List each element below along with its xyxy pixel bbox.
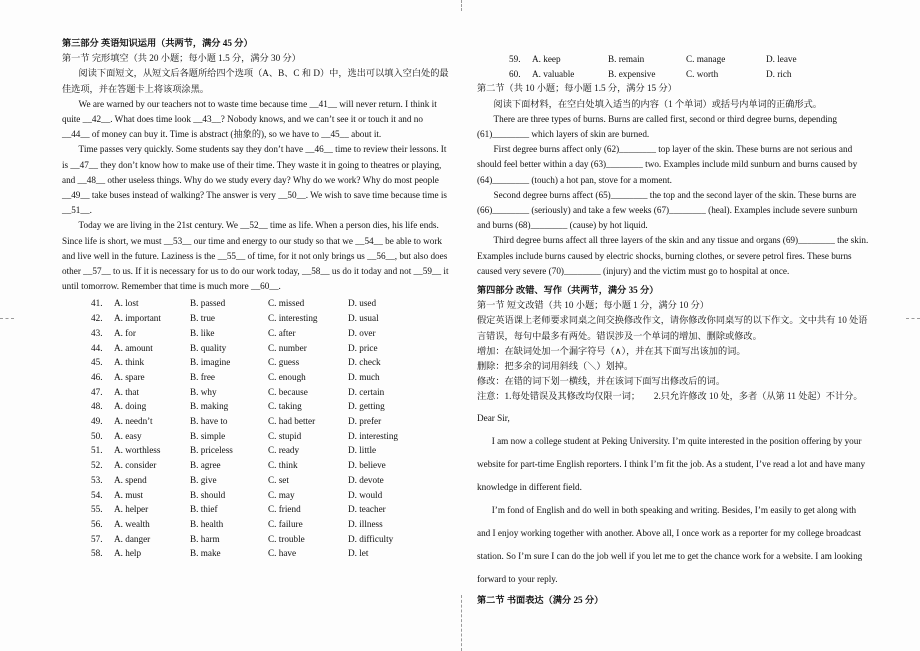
option-row <box>91 473 450 488</box>
option-b: B. true <box>190 313 216 324</box>
option-c: C. taking <box>268 401 302 412</box>
option-d: D. teacher <box>348 504 386 515</box>
option-b: B. expensive <box>608 68 656 79</box>
option-a: A. consider <box>114 460 157 471</box>
option-row <box>91 517 450 532</box>
question-number: 49. <box>91 416 103 427</box>
question-number: 44. <box>91 342 103 353</box>
option-d: D. devote <box>348 474 384 485</box>
option-row <box>91 414 450 429</box>
option-d: D. used <box>348 298 377 309</box>
option-a: A. spend <box>114 474 147 485</box>
cloze-options-table <box>62 296 450 561</box>
question-number: 54. <box>91 489 103 500</box>
option-a: A. keep <box>532 54 561 64</box>
question-number: 51. <box>91 445 103 456</box>
option-c: C. failure <box>268 519 303 529</box>
correction-rule: 修改：在错的词下划一横线，并在该词下面写出修改后的词。 <box>477 376 726 387</box>
option-a: A. lost <box>114 298 139 309</box>
question-number: 52. <box>91 460 103 471</box>
option-b: B. thief <box>190 504 218 515</box>
option-d: D. difficulty <box>348 533 394 544</box>
question-number: 47. <box>91 386 103 397</box>
option-d: D. rich <box>766 68 792 79</box>
question-number: 50. <box>91 430 103 441</box>
option-a: A. spare <box>114 371 145 382</box>
option-c: C. think <box>268 460 298 471</box>
option-row <box>91 296 450 311</box>
passage-paragraph: There are three types of burns. Burns are called first, second or third degree burns, depending (61)________ which layers of skin are burned. <box>477 113 837 140</box>
option-a: A. must <box>114 489 144 500</box>
option-d: D. check <box>348 357 381 368</box>
option-c: C. number <box>268 342 307 353</box>
option-d: D. much <box>348 371 380 382</box>
option-d: D. prefer <box>348 416 382 427</box>
option-row <box>91 355 450 370</box>
option-c: C. enough <box>268 371 306 382</box>
option-b: B. making <box>190 401 229 412</box>
option-a: A. doing <box>114 401 147 412</box>
option-b: B. make <box>190 548 221 559</box>
option-c: C. friend <box>268 504 301 515</box>
option-d: D. would <box>348 489 383 500</box>
letter-to-correct <box>477 407 871 591</box>
option-b: B. why <box>190 386 217 397</box>
part3-title: 第三部分 英语知识运用（共两节，满分 45 分） <box>62 38 253 48</box>
option-row <box>91 311 450 326</box>
option-row <box>91 532 450 547</box>
option-d: D. interesting <box>348 430 399 441</box>
option-d: D. over <box>348 327 376 338</box>
option-c: C. trouble <box>268 533 305 544</box>
option-row <box>91 458 450 473</box>
fold-mark-left-middle <box>0 318 14 319</box>
option-c: C. after <box>268 327 296 338</box>
option-c: C. stupid <box>268 430 302 441</box>
option-row <box>91 370 450 385</box>
option-c: C. had better <box>268 416 316 427</box>
letter-salutation: Dear Sir, <box>477 412 510 423</box>
cloze-paragraph: Time passes very quickly. Some students say they don’t have __46__ time to review their lessons. It is __47__ they don’t know how to make use of their time. They waste it in going to theatres or playing, and __48__ other useless things. Why do we study every day? Why do we work? Why do most people __49__ take buses instead of walking? The answer is very __50__. We wish to save time because time is __51__. <box>62 144 447 216</box>
option-d: D. leave <box>766 54 797 64</box>
option-a: A. help <box>114 548 142 559</box>
option-row <box>91 326 450 341</box>
option-row <box>91 341 450 356</box>
option-d: D. price <box>348 342 378 353</box>
left-column <box>62 36 450 561</box>
option-a: A. easy <box>114 430 142 441</box>
question-number: 58. <box>91 548 103 559</box>
option-c: C. may <box>268 489 295 500</box>
part4-section1-title: 第一节 短文改错（共 10 小题；每小题 1 分，满分 10 分） <box>477 300 709 311</box>
option-b: B. imagine <box>190 357 231 368</box>
option-a: A. wealth <box>114 519 150 529</box>
option-c: C. manage <box>686 54 726 64</box>
passage-paragraph: Third degree burns affect all three layers of the skin and any tissue and organs (69)________ the skin. Examples include burns caused by electric shocks, burning clothes, or severe petrol fires. These burns caused very severe (70)________ (injury) and the victim must go to hospital at once. <box>477 235 869 276</box>
passage-paragraph: First degree burns affect only (62)________ top layer of the skin. These burns are not serious and should feel better within a day (63)________ two. Examples include mild sunburn and burns caused by (64)________ (touch) a hot pan, stove for a moment. <box>477 144 858 185</box>
option-row <box>91 488 450 503</box>
option-c: C. because <box>268 386 308 397</box>
option-a: A. think <box>114 357 145 368</box>
option-d: D. certain <box>348 386 385 397</box>
part4-title: 第四部分 改错、写作（共两节，满分 35 分） <box>477 285 659 296</box>
option-d: D. believe <box>348 460 386 471</box>
question-number: 48. <box>91 401 103 412</box>
option-b: B. passed <box>190 298 226 309</box>
option-b: B. quality <box>190 342 227 353</box>
option-d: D. illness <box>348 519 383 529</box>
question-number: 57. <box>91 533 103 544</box>
option-b: B. have to <box>190 416 228 427</box>
correction-rule: 删除：把多余的词用斜线（＼）划掉。 <box>477 361 634 372</box>
section2-instructions: 阅读下面材料，在空白处填入适当的内容（1 个单词）或括号内单词的正确形式。 <box>493 98 822 109</box>
option-row <box>91 546 450 561</box>
option-a: A. valuable <box>532 68 575 79</box>
option-row <box>91 429 450 444</box>
question-number: 60. <box>509 68 521 79</box>
option-row <box>509 52 871 67</box>
option-d: D. little <box>348 445 377 456</box>
part3-section2-title: 第二节（共 10 小题；每小题 1.5 分，满分 15 分） <box>477 83 677 94</box>
letter-paragraph: I’m fond of English and do well in both speaking and writing. Besides, I’m easily to get along with and I enjoy working together with another. Above all, I once work as a reporter for my college broadcast station. So I’m sure I can do the job well if you let me to get the chance work for a website. I am looking forward to your reply. <box>477 504 863 584</box>
option-c: C. worth <box>686 68 719 79</box>
option-row <box>91 385 450 400</box>
option-b: B. should <box>190 489 226 500</box>
option-row <box>509 67 871 82</box>
cloze-paragraph: Today we are living in the 21st century. We __52__ time as life. When a person dies, his life ends. Since life is short, we must __53__ our time and energy to our study so that we __54__ be able to work and live well in the future. Laziness is the __55__ of time, for it not only brings us __56__, but also does other __57__ to us. If it is necessary for us to do our work today, __58__ us do it today and not __59__ it until tomorrow. Remember that time is much more __60__. <box>62 220 449 292</box>
question-number: 45. <box>91 357 103 368</box>
cloze-options-continued <box>477 52 871 81</box>
fold-mark-right-middle <box>906 318 920 319</box>
part4-section2-title: 第二节 书面表达（满分 25 分） <box>477 594 604 605</box>
option-a: A. important <box>114 313 161 324</box>
question-number: 41. <box>91 298 103 309</box>
option-row <box>91 399 450 414</box>
question-number: 56. <box>91 519 103 529</box>
option-a: A. danger <box>114 533 151 544</box>
option-c: C. set <box>268 474 289 485</box>
question-number: 55. <box>91 504 103 515</box>
question-number: 46. <box>91 371 103 382</box>
correction-intro: 假定英语课上老师要求同桌之间交换修改作文，请你修改你同桌写的以下作文。文中共有 10 处语言错误，每句中最多有两处。错误涉及一个单词的增加、删除或修改。 <box>477 315 868 341</box>
option-b: B. health <box>190 519 224 529</box>
cloze-paragraph: We are warned by our teachers not to waste time because time __41__ will never return. I think it quite __42__. What does time look __43__? Nobody knows, and we can’t see it or touch it and no __44__ of money can buy it. Time is abstract (抽象的), so we have to __45__ about it. <box>62 98 437 140</box>
option-b: B. priceless <box>190 445 233 456</box>
option-b: B. harm <box>190 533 220 544</box>
option-a: A. needn’t <box>114 416 153 427</box>
option-b: B. simple <box>190 430 226 441</box>
passage-paragraph: Second degree burns affect (65)________ the top and the second layer of the skin. These burns are (66)________ (seriously) and take a few weeks (67)________ (heal). Examples include severe sunburn and burns (68)________ (cause) by hot liquid. <box>477 189 858 231</box>
option-b: B. like <box>190 327 215 338</box>
question-number: 43. <box>91 327 103 338</box>
option-b: B. agree <box>190 460 221 471</box>
right-column <box>477 50 871 608</box>
fold-mark-top-center <box>461 0 462 11</box>
option-a: A. worthless <box>114 445 161 456</box>
question-number: 42. <box>91 313 103 324</box>
option-d: D. getting <box>348 401 385 412</box>
option-row <box>91 443 450 458</box>
part3-section1-title: 第一节 完形填空（共 20 小题；每小题 1.5 分，满分 30 分） <box>62 53 301 64</box>
option-c: C. have <box>268 548 297 559</box>
option-b: B. free <box>190 371 215 382</box>
option-d: D. let <box>348 548 369 559</box>
correction-rule: 增加：在缺词处加一个漏字符号（∧），并在其下面写出该加的词。 <box>477 345 746 356</box>
correction-note: 注意：1.每处错误及其修改均仅限一词； 2.只允许修改 10 处，多者（从第 11 处起）不计分。 <box>477 391 863 402</box>
option-a: A. for <box>114 327 136 338</box>
option-a: A. amount <box>114 342 153 353</box>
option-d: D. usual <box>348 313 379 324</box>
option-c: C. guess <box>268 357 300 368</box>
fold-mark-bottom-center <box>461 595 462 651</box>
question-number: 59. <box>509 54 521 64</box>
option-a: A. that <box>114 386 140 397</box>
letter-paragraph: I am now a college student at Peking University. I’m quite interested in the position offering by your website for part-time English reporters. I think I’m fit the job. As a student, I’ve read a lot and have many knowledge in different field. <box>477 435 866 492</box>
option-c: C. interesting <box>268 313 318 324</box>
cloze-instructions: 阅读下面短文，从短文后各题所给四个选项（A、B、C 和 D）中，选出可以填入空白处的最佳选项，并在答题卡上将该项涂黑。 <box>62 68 449 94</box>
option-b: B. remain <box>608 54 645 64</box>
option-a: A. helper <box>114 504 149 515</box>
question-number: 53. <box>91 474 103 485</box>
option-c: C. ready <box>268 445 300 456</box>
option-row <box>91 502 450 517</box>
option-c: C. missed <box>268 298 305 309</box>
option-b: B. give <box>190 474 217 485</box>
